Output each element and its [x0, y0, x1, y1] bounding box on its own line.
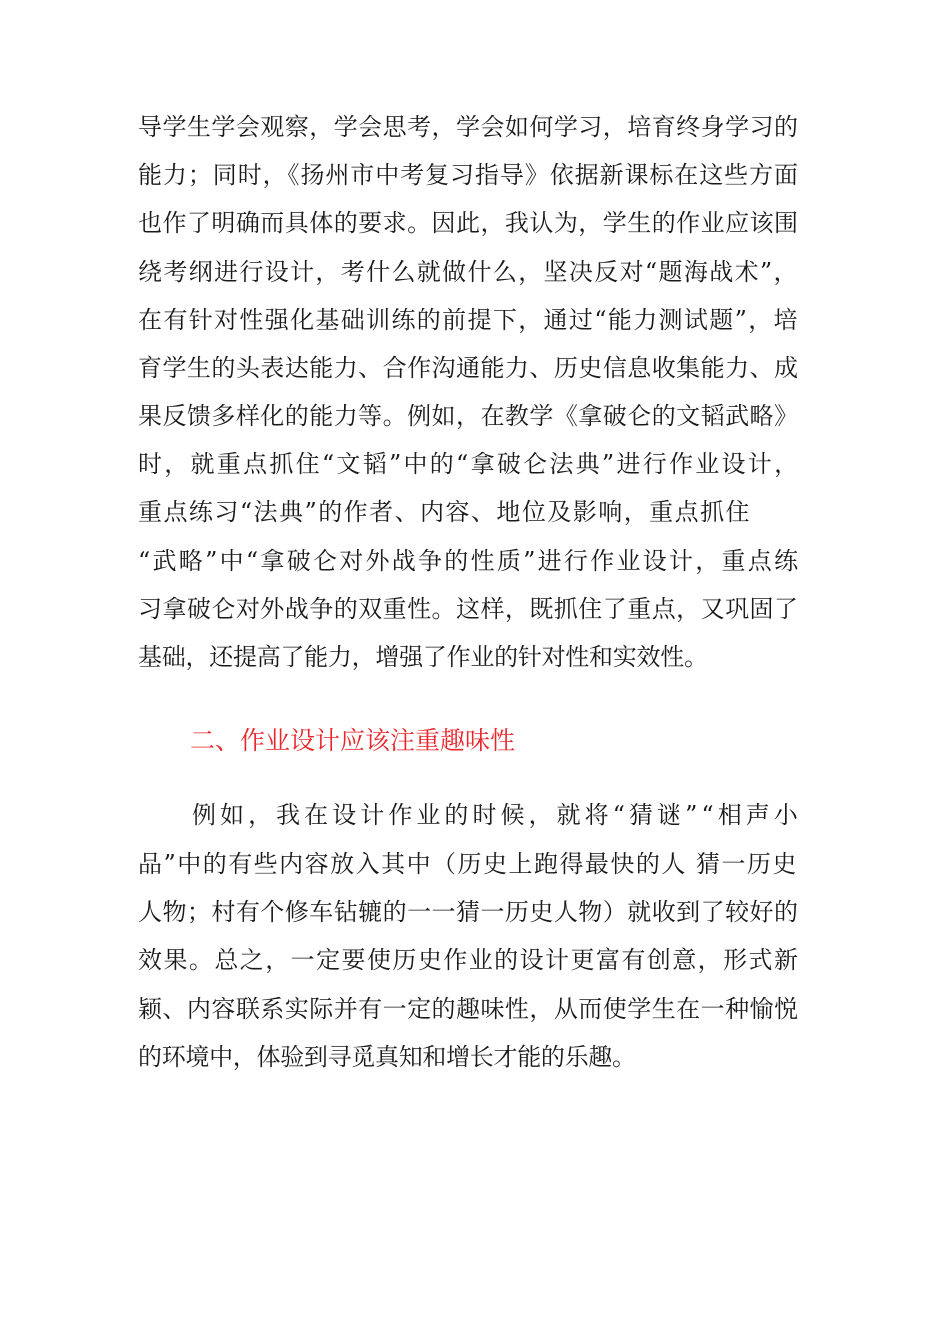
paragraph-2-line: 颖、内容联系实际并有一定的趣味性，从而使学生在一种愉悦 — [138, 995, 799, 1023]
paragraph-1-line: 在有针对性强化基础训练的前提下，通过“能力测试题”，培 — [138, 306, 799, 334]
paragraph-1-line: 育学生的头表达能力、合作沟通能力、历史信息收集能力、成 — [138, 354, 799, 382]
paragraph-1-line: 重点练习“法典”的作者、内容、地位及影响，重点抓住 — [138, 498, 751, 526]
paragraph-2-line: 效果。总之，一定要使历史作业的设计更富有创意，形式新 — [138, 946, 800, 974]
paragraph-1-line: 绕考纲进行设计，考什么就做什么，坚决反对“题海战术”， — [138, 258, 799, 286]
paragraph-1-line: 果反馈多样化的能力等。例如，在教学《拿破仑的文韬武略》 — [138, 402, 799, 430]
paragraph-2-line: 例如，我在设计作业的时候，就将“猜谜”“相声小 — [192, 801, 802, 829]
paragraph-2-line: 的环境中，体验到寻觅真知和增长才能的乐趣。 — [138, 1043, 636, 1071]
paragraph-1-line: 基础，还提高了能力，增强了作业的针对性和实效性。 — [138, 643, 708, 671]
paragraph-1-line: 时，就重点抓住“文韬”中的“拿破仑法典”进行作业设计， — [138, 450, 801, 478]
paragraph-1-line: 习拿破仑对外战争的双重性。这样，既抓住了重点，又巩固了 — [138, 595, 799, 623]
paragraph-1-line: 也作了明确而具体的要求。因此，我认为，学生的作业应该围 — [138, 209, 799, 237]
paragraph-1-line: 能力；同时，《扬州市中考复习指导》依据新课标在这些方面 — [138, 161, 799, 189]
paragraph-1-line: 导学生学会观察，学会思考，学会如何学习，培育终身学习的 — [138, 113, 799, 141]
paragraph-2-line: 品”中的有些内容放入其中（历史上跑得最快的人 猜一历史 — [138, 850, 798, 878]
paragraph-2-line: 人物；村有个修车钻辘的一一猜一历史人物）就收到了较好的 — [138, 898, 799, 926]
section-heading: 二、作业设计应该注重趣味性 — [190, 726, 516, 755]
paragraph-1-line: “武略”中“拿破仑对外战争的性质”进行作业设计，重点练 — [138, 547, 801, 575]
